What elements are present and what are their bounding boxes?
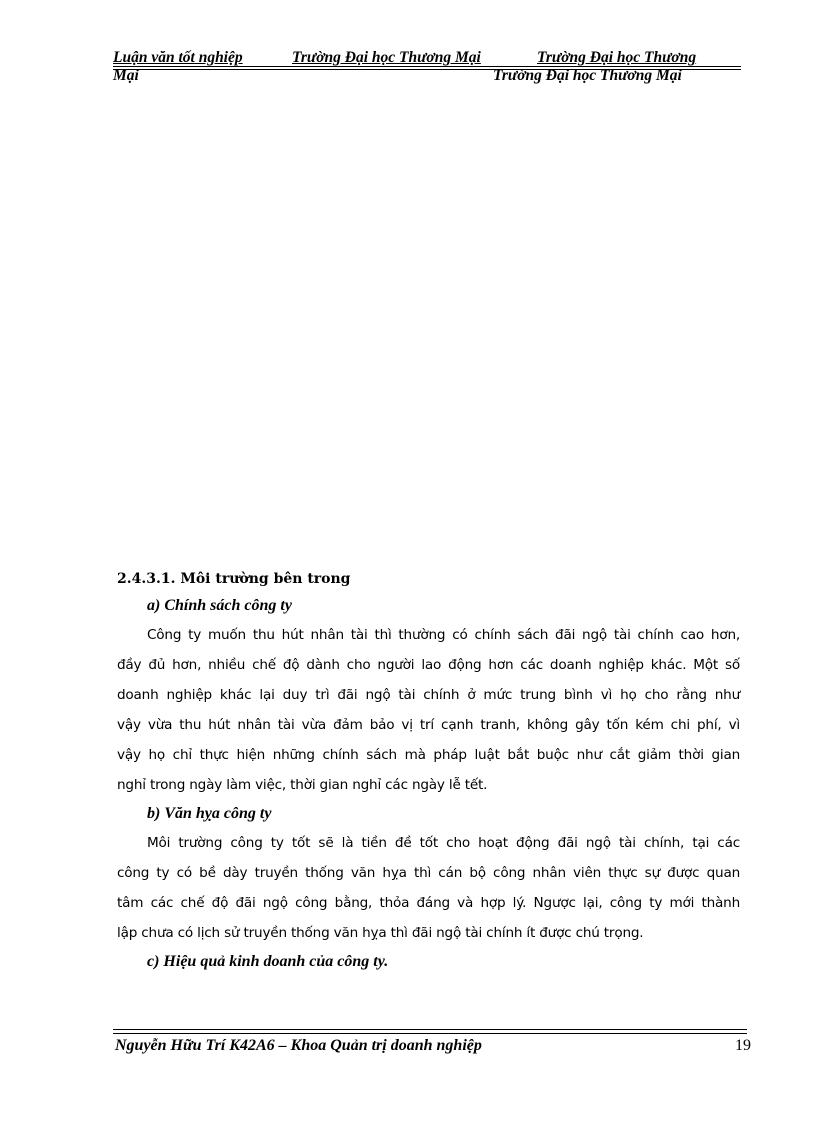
page-number: 19: [735, 1037, 751, 1054]
paragraph-culture: [117, 828, 740, 948]
paragraph-line: Công ty muốn thu hút nhân tài thì thường có chính sách đãi ngộ tài chính cao hơn,: [147, 627, 740, 643]
header-wrap-word: Mại: [113, 67, 139, 84]
subsection-title-policy: a) Chính sách công ty: [147, 597, 292, 614]
main-content: [117, 566, 740, 976]
paragraph-line: lập chưa có lịch sử truyền thống văn hỵa thì đãi ngộ tài chính ít được chú trọng.: [117, 925, 644, 941]
paragraph-line: Môi trường công ty tốt sẽ là tiền đề tốt cho hoạt động đãi ngộ tài chính, tại các: [147, 835, 740, 851]
header-rule-thin: [113, 69, 741, 70]
header-university-label: Trường Đại học Thương Mại: [292, 49, 481, 66]
paragraph-line: đầy đủ hơn, nhiều chế độ dành cho người lao động hơn các doanh nghiệp khác. Một số: [117, 657, 740, 673]
section-heading: 2.4.3.1. Môi trường bên trong: [117, 571, 351, 587]
footer-author: Nguyễn Hữu Trí K42A6 – Khoa Quản trị doanh nghiệp: [115, 1037, 482, 1054]
header-university-label-repeat: Trường Đại học Thương: [537, 49, 697, 66]
subsection-title-culture: b) Văn hỵa công ty: [147, 805, 272, 822]
subsection-title-business-efficiency: c) Hiệu quả kinh doanh của công ty.: [147, 953, 389, 970]
paragraph-line: nghỉ trong ngày làm việc, thời gian nghỉ các ngày lễ tết.: [117, 777, 488, 793]
paragraph-line: doanh nghiệp khác lại duy trì đãi ngộ tài chính ở mức trung bình vì họ cho rằng như: [117, 687, 740, 703]
footer-rule-bottom: [113, 1033, 747, 1034]
header-thesis-label: Luận văn tốt nghiệp: [113, 49, 243, 66]
paragraph-policy: [117, 620, 740, 800]
footer-rule-top: [113, 1029, 747, 1030]
page-header: [113, 48, 741, 86]
header-rule-thick: [113, 66, 741, 67]
paragraph-line: công ty có bề dày truyền thống văn hỵa thì cán bộ công nhân viên thực sự được quan: [117, 865, 740, 881]
paragraph-line: vậy họ chỉ thực hiện những chính sách mà pháp luật bắt buộc như cắt giảm thời gian: [117, 747, 740, 763]
header-university-label-line2: Trường Đại học Thương Mại: [493, 67, 682, 84]
paragraph-line: vậy vừa thu hút nhân tài vừa đảm bảo vị trí cạnh tranh, không gây tốn kém chi phí, vì: [117, 717, 740, 733]
paragraph-line: tâm các chế độ đãi ngộ công bằng, thỏa đáng và hợp lý. Ngược lại, công ty mới thành: [117, 895, 740, 911]
